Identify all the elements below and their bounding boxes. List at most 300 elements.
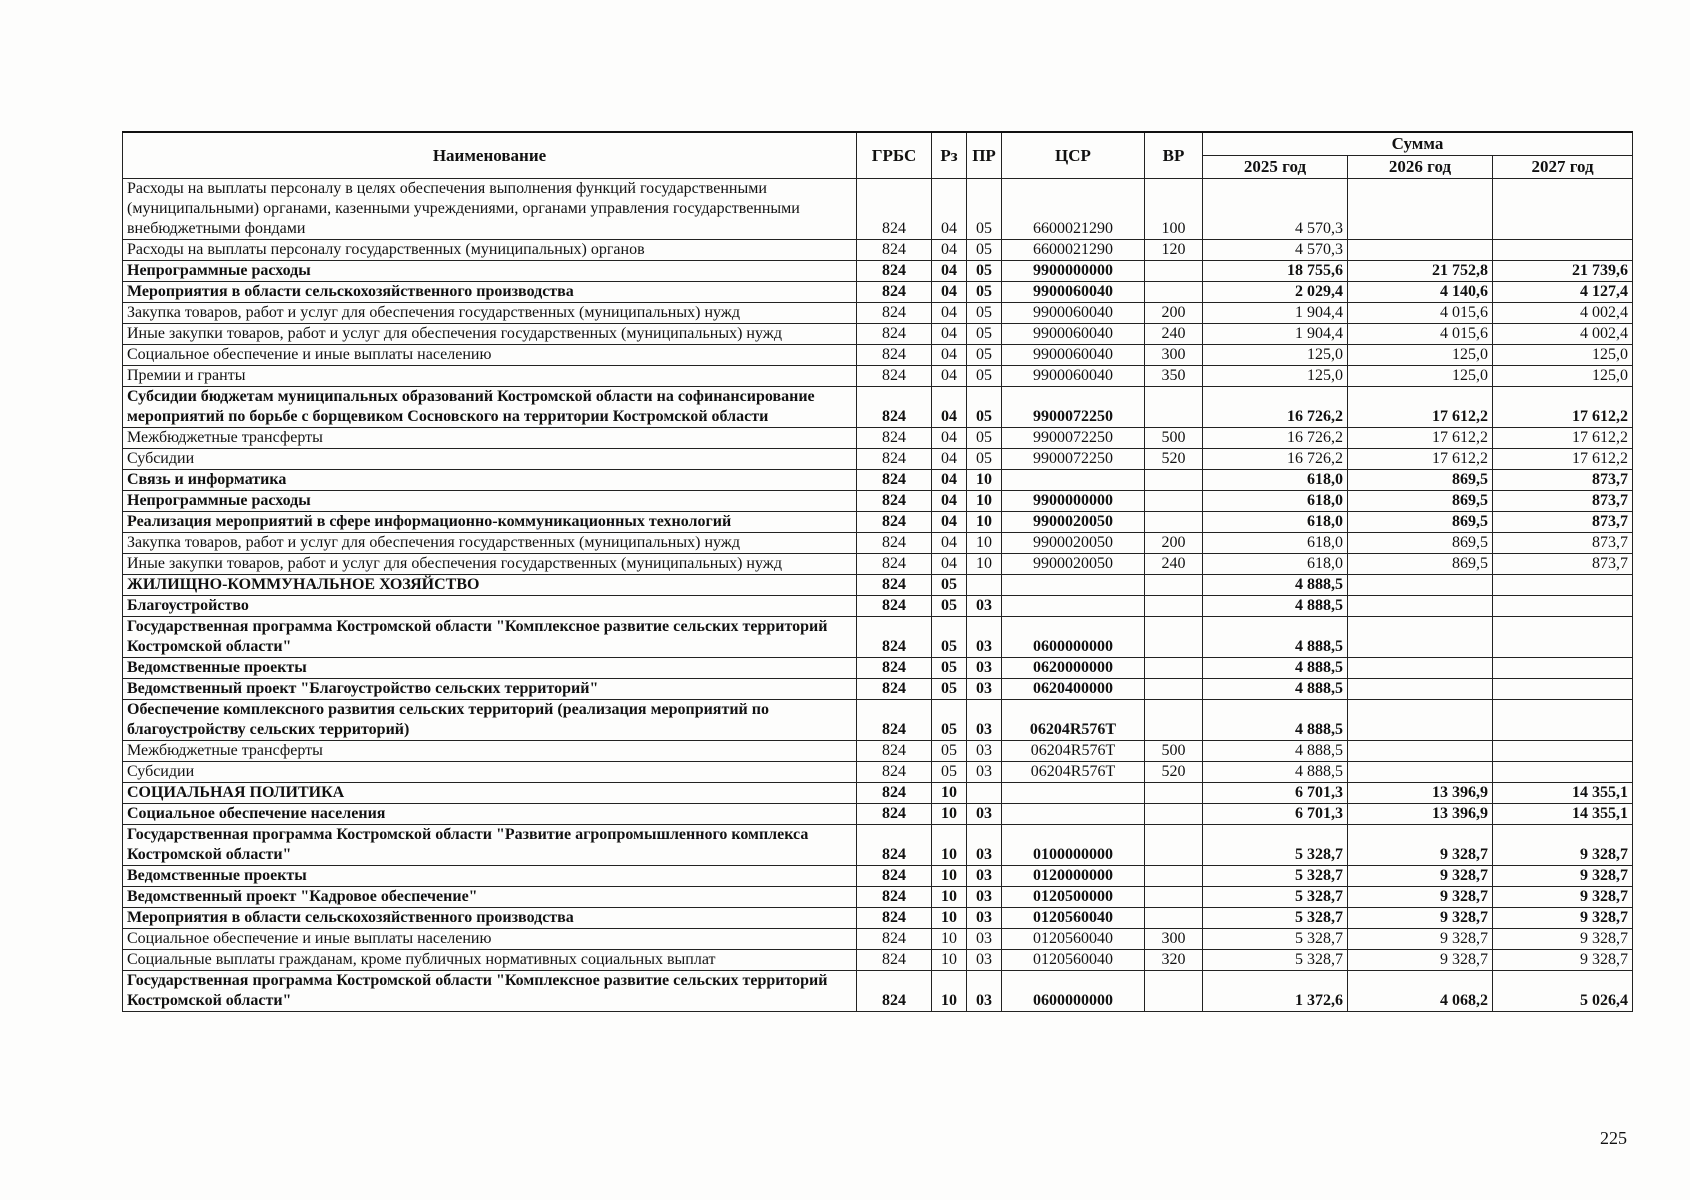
cell-csr: 9900072250 [1002, 387, 1145, 428]
cell-grbs: 824 [857, 866, 932, 887]
cell-vr: 320 [1145, 950, 1203, 971]
cell-2025: 618,0 [1203, 554, 1348, 575]
cell-pr: 03 [967, 908, 1002, 929]
cell-rz: 10 [932, 908, 967, 929]
cell-vr [1145, 825, 1203, 866]
cell-2026: 17 612,2 [1348, 449, 1493, 470]
cell-rz: 04 [932, 282, 967, 303]
cell-grbs: 824 [857, 679, 932, 700]
cell-2027: 4 002,4 [1493, 324, 1633, 345]
cell-csr: 06204R576T [1002, 700, 1145, 741]
cell-2025: 4 888,5 [1203, 679, 1348, 700]
cell-pr: 10 [967, 491, 1002, 512]
cell-vr [1145, 887, 1203, 908]
cell-grbs: 824 [857, 887, 932, 908]
cell-csr: 0100000000 [1002, 825, 1145, 866]
cell-rz: 04 [932, 533, 967, 554]
table-row [123, 929, 1633, 950]
cell-pr: 05 [967, 366, 1002, 387]
cell-vr [1145, 596, 1203, 617]
cell-name: Межбюджетные трансферты [123, 428, 857, 449]
cell-2025: 618,0 [1203, 512, 1348, 533]
cell-pr [967, 783, 1002, 804]
cell-rz: 04 [932, 366, 967, 387]
budget-table [122, 131, 1633, 1012]
cell-csr: 0120560040 [1002, 908, 1145, 929]
cell-pr: 05 [967, 345, 1002, 366]
cell-2026 [1348, 679, 1493, 700]
cell-name: Ведомственный проект "Благоустройство сельских территорий" [123, 679, 857, 700]
table-row [123, 575, 1633, 596]
cell-name: Благоустройство [123, 596, 857, 617]
cell-2026 [1348, 741, 1493, 762]
cell-vr: 500 [1145, 428, 1203, 449]
cell-2026: 869,5 [1348, 470, 1493, 491]
table-row [123, 345, 1633, 366]
table-row [123, 908, 1633, 929]
cell-rz: 04 [932, 491, 967, 512]
cell-2026: 17 612,2 [1348, 387, 1493, 428]
cell-rz: 10 [932, 825, 967, 866]
cell-2026 [1348, 762, 1493, 783]
table-row [123, 512, 1633, 533]
cell-2026: 869,5 [1348, 491, 1493, 512]
cell-pr: 03 [967, 866, 1002, 887]
cell-2027: 4 127,4 [1493, 282, 1633, 303]
cell-name: Закупка товаров, работ и услуг для обеспечения государственных (муниципальных) нужд [123, 303, 857, 324]
cell-2027: 5 026,4 [1493, 971, 1633, 1012]
cell-2025: 1 904,4 [1203, 303, 1348, 324]
table-row [123, 762, 1633, 783]
cell-2026 [1348, 596, 1493, 617]
cell-2025: 1 372,6 [1203, 971, 1348, 1012]
cell-2025: 6 701,3 [1203, 783, 1348, 804]
cell-vr: 520 [1145, 762, 1203, 783]
cell-name: Государственная программа Костромской области "Комплексное развитие сельских территорий Костромской области" [123, 617, 857, 658]
cell-grbs: 824 [857, 345, 932, 366]
cell-2026: 9 328,7 [1348, 887, 1493, 908]
table-row [123, 700, 1633, 741]
cell-name: Социальное обеспечение и иные выплаты населению [123, 345, 857, 366]
cell-rz: 10 [932, 866, 967, 887]
cell-pr: 05 [967, 303, 1002, 324]
cell-name: Ведомственные проекты [123, 866, 857, 887]
cell-grbs: 824 [857, 658, 932, 679]
cell-csr [1002, 783, 1145, 804]
cell-2027: 9 328,7 [1493, 825, 1633, 866]
cell-grbs: 824 [857, 929, 932, 950]
cell-2027: 125,0 [1493, 345, 1633, 366]
cell-2026: 9 328,7 [1348, 908, 1493, 929]
cell-2025: 125,0 [1203, 345, 1348, 366]
cell-pr: 03 [967, 700, 1002, 741]
cell-csr: 9900072250 [1002, 449, 1145, 470]
cell-rz: 04 [932, 387, 967, 428]
header-year-2025: 2025 год [1203, 156, 1348, 179]
cell-2025: 16 726,2 [1203, 428, 1348, 449]
cell-2026: 9 328,7 [1348, 866, 1493, 887]
table-row [123, 950, 1633, 971]
cell-name: Государственная программа Костромской области "Развитие агропромышленного комплекса Костромской области" [123, 825, 857, 866]
cell-csr: 9900060040 [1002, 324, 1145, 345]
cell-rz: 04 [932, 449, 967, 470]
cell-csr: 9900060040 [1002, 366, 1145, 387]
cell-name: СОЦИАЛЬНАЯ ПОЛИТИКА [123, 783, 857, 804]
header-name: Наименование [123, 132, 857, 179]
cell-pr: 03 [967, 741, 1002, 762]
cell-2027 [1493, 679, 1633, 700]
cell-2026 [1348, 575, 1493, 596]
cell-csr: 9900000000 [1002, 261, 1145, 282]
cell-2027: 17 612,2 [1493, 387, 1633, 428]
cell-rz: 05 [932, 679, 967, 700]
cell-2025: 6 701,3 [1203, 804, 1348, 825]
cell-2025: 125,0 [1203, 366, 1348, 387]
cell-2026: 9 328,7 [1348, 950, 1493, 971]
cell-2026: 125,0 [1348, 366, 1493, 387]
cell-name: Межбюджетные трансферты [123, 741, 857, 762]
cell-2027: 14 355,1 [1493, 804, 1633, 825]
cell-vr [1145, 700, 1203, 741]
cell-csr [1002, 596, 1145, 617]
cell-vr [1145, 971, 1203, 1012]
cell-grbs: 824 [857, 428, 932, 449]
cell-grbs: 824 [857, 324, 932, 345]
cell-grbs: 824 [857, 741, 932, 762]
cell-csr [1002, 804, 1145, 825]
page-number: 225 [1600, 1128, 1627, 1148]
cell-pr: 03 [967, 887, 1002, 908]
cell-grbs: 824 [857, 179, 932, 240]
cell-name: Непрограммные расходы [123, 491, 857, 512]
table-row [123, 887, 1633, 908]
cell-2025: 16 726,2 [1203, 449, 1348, 470]
cell-2027: 9 328,7 [1493, 908, 1633, 929]
header-year-2027: 2027 год [1493, 156, 1633, 179]
cell-2027: 873,7 [1493, 533, 1633, 554]
cell-csr: 0120500000 [1002, 887, 1145, 908]
cell-pr: 05 [967, 428, 1002, 449]
cell-2025: 4 888,5 [1203, 762, 1348, 783]
cell-csr: 0600000000 [1002, 971, 1145, 1012]
header-vr: ВР [1145, 132, 1203, 179]
cell-2025: 16 726,2 [1203, 387, 1348, 428]
cell-rz: 05 [932, 617, 967, 658]
cell-vr [1145, 387, 1203, 428]
cell-name: Расходы на выплаты персоналу государственных (муниципальных) органов [123, 240, 857, 261]
cell-rz: 04 [932, 261, 967, 282]
cell-name: Мероприятия в области сельскохозяйственного производства [123, 908, 857, 929]
cell-vr: 240 [1145, 554, 1203, 575]
cell-grbs: 824 [857, 533, 932, 554]
cell-grbs: 824 [857, 617, 932, 658]
cell-2027: 14 355,1 [1493, 783, 1633, 804]
cell-csr: 0600000000 [1002, 617, 1145, 658]
cell-2026: 869,5 [1348, 554, 1493, 575]
cell-2025: 5 328,7 [1203, 887, 1348, 908]
cell-pr: 10 [967, 533, 1002, 554]
cell-grbs: 824 [857, 908, 932, 929]
table-row [123, 825, 1633, 866]
table-row [123, 387, 1633, 428]
table-row [123, 240, 1633, 261]
cell-2025: 618,0 [1203, 470, 1348, 491]
cell-pr: 03 [967, 971, 1002, 1012]
cell-vr [1145, 491, 1203, 512]
cell-csr: 9900060040 [1002, 303, 1145, 324]
table-row [123, 971, 1633, 1012]
table-row [123, 282, 1633, 303]
cell-name: Мероприятия в области сельскохозяйственного производства [123, 282, 857, 303]
cell-2027: 125,0 [1493, 366, 1633, 387]
cell-rz: 04 [932, 303, 967, 324]
cell-csr: 9900020050 [1002, 533, 1145, 554]
cell-2025: 5 328,7 [1203, 825, 1348, 866]
cell-2025: 618,0 [1203, 533, 1348, 554]
cell-2026: 4 015,6 [1348, 324, 1493, 345]
cell-2027: 4 002,4 [1493, 303, 1633, 324]
cell-grbs: 824 [857, 261, 932, 282]
cell-name: Реализация мероприятий в сфере информационно-коммуникационных технологий [123, 512, 857, 533]
cell-csr: 0120560040 [1002, 929, 1145, 950]
cell-vr: 200 [1145, 303, 1203, 324]
cell-csr: 9900020050 [1002, 512, 1145, 533]
cell-name: Социальные выплаты гражданам, кроме публичных нормативных социальных выплат [123, 950, 857, 971]
cell-name: Ведомственные проекты [123, 658, 857, 679]
cell-csr: 9900072250 [1002, 428, 1145, 449]
cell-grbs: 824 [857, 470, 932, 491]
table-row [123, 783, 1633, 804]
cell-vr [1145, 575, 1203, 596]
cell-name: Закупка товаров, работ и услуг для обеспечения государственных (муниципальных) нужд [123, 533, 857, 554]
cell-2026 [1348, 700, 1493, 741]
cell-rz: 05 [932, 741, 967, 762]
cell-pr: 05 [967, 179, 1002, 240]
cell-csr: 9900020050 [1002, 554, 1145, 575]
table-row [123, 449, 1633, 470]
cell-vr [1145, 617, 1203, 658]
table-row [123, 491, 1633, 512]
cell-vr: 240 [1145, 324, 1203, 345]
table-row [123, 261, 1633, 282]
cell-2026: 125,0 [1348, 345, 1493, 366]
cell-grbs: 824 [857, 449, 932, 470]
cell-2026 [1348, 658, 1493, 679]
cell-vr: 100 [1145, 179, 1203, 240]
cell-pr: 10 [967, 554, 1002, 575]
cell-grbs: 824 [857, 825, 932, 866]
cell-csr: 0620400000 [1002, 679, 1145, 700]
cell-rz: 04 [932, 324, 967, 345]
cell-grbs: 824 [857, 762, 932, 783]
table-row [123, 741, 1633, 762]
cell-2027: 17 612,2 [1493, 428, 1633, 449]
cell-pr [967, 575, 1002, 596]
cell-pr: 05 [967, 240, 1002, 261]
cell-2027: 873,7 [1493, 491, 1633, 512]
cell-2025: 18 755,6 [1203, 261, 1348, 282]
cell-vr: 300 [1145, 929, 1203, 950]
cell-2025: 4 570,3 [1203, 240, 1348, 261]
cell-2025: 4 888,5 [1203, 658, 1348, 679]
cell-2026: 4 068,2 [1348, 971, 1493, 1012]
table-row [123, 804, 1633, 825]
cell-2027 [1493, 762, 1633, 783]
cell-csr: 0120000000 [1002, 866, 1145, 887]
cell-2027: 873,7 [1493, 512, 1633, 533]
cell-grbs: 824 [857, 491, 932, 512]
cell-rz: 04 [932, 428, 967, 449]
cell-pr: 05 [967, 282, 1002, 303]
cell-grbs: 824 [857, 240, 932, 261]
cell-2026: 869,5 [1348, 533, 1493, 554]
cell-2027 [1493, 741, 1633, 762]
cell-rz: 05 [932, 658, 967, 679]
cell-rz: 10 [932, 971, 967, 1012]
cell-csr: 0620000000 [1002, 658, 1145, 679]
cell-vr [1145, 783, 1203, 804]
cell-pr: 05 [967, 324, 1002, 345]
cell-2025: 4 888,5 [1203, 700, 1348, 741]
cell-2027: 9 328,7 [1493, 887, 1633, 908]
cell-grbs: 824 [857, 804, 932, 825]
cell-vr [1145, 470, 1203, 491]
cell-rz: 10 [932, 929, 967, 950]
cell-rz: 04 [932, 554, 967, 575]
header-pr: ПР [967, 132, 1002, 179]
cell-grbs: 824 [857, 783, 932, 804]
table-row [123, 428, 1633, 449]
cell-2027 [1493, 575, 1633, 596]
cell-vr [1145, 679, 1203, 700]
cell-pr: 05 [967, 449, 1002, 470]
cell-name: Непрограммные расходы [123, 261, 857, 282]
cell-name: Расходы на выплаты персоналу в целях обеспечения выполнения функций государственными (муниципальными) органами, казенными учреждениями, органами управления государственными внебюджетными фондами [123, 179, 857, 240]
cell-pr: 05 [967, 261, 1002, 282]
cell-grbs: 824 [857, 366, 932, 387]
cell-2026: 13 396,9 [1348, 783, 1493, 804]
cell-vr [1145, 866, 1203, 887]
cell-name: Ведомственный проект "Кадровое обеспечение" [123, 887, 857, 908]
cell-rz: 04 [932, 240, 967, 261]
cell-csr: 06204R576T [1002, 741, 1145, 762]
table-row [123, 324, 1633, 345]
header-sum: Сумма [1203, 132, 1633, 156]
cell-vr [1145, 908, 1203, 929]
cell-grbs: 824 [857, 700, 932, 741]
cell-csr: 6600021290 [1002, 240, 1145, 261]
cell-grbs: 824 [857, 950, 932, 971]
cell-name: Субсидии [123, 762, 857, 783]
cell-grbs: 824 [857, 554, 932, 575]
cell-csr: 6600021290 [1002, 179, 1145, 240]
cell-2027: 9 328,7 [1493, 950, 1633, 971]
cell-2026: 13 396,9 [1348, 804, 1493, 825]
cell-csr: 9900060040 [1002, 345, 1145, 366]
table-row [123, 554, 1633, 575]
cell-vr: 300 [1145, 345, 1203, 366]
cell-2025: 4 888,5 [1203, 596, 1348, 617]
cell-2027 [1493, 617, 1633, 658]
cell-grbs: 824 [857, 512, 932, 533]
cell-pr: 03 [967, 762, 1002, 783]
table-row [123, 470, 1633, 491]
table-row [123, 866, 1633, 887]
table-row [123, 533, 1633, 554]
cell-vr [1145, 261, 1203, 282]
cell-2026: 4 015,6 [1348, 303, 1493, 324]
cell-2027 [1493, 658, 1633, 679]
cell-2025: 618,0 [1203, 491, 1348, 512]
cell-pr: 03 [967, 929, 1002, 950]
cell-csr: 06204R576T [1002, 762, 1145, 783]
cell-name: Премии и гранты [123, 366, 857, 387]
cell-grbs: 824 [857, 303, 932, 324]
cell-name: ЖИЛИЩНО-КОММУНАЛЬНОЕ ХОЗЯЙСТВО [123, 575, 857, 596]
cell-pr: 03 [967, 679, 1002, 700]
cell-pr: 03 [967, 950, 1002, 971]
cell-2026: 4 140,6 [1348, 282, 1493, 303]
cell-2025: 4 888,5 [1203, 617, 1348, 658]
cell-rz: 05 [932, 575, 967, 596]
cell-name: Государственная программа Костромской области "Комплексное развитие сельских территорий Костромской области" [123, 971, 857, 1012]
cell-grbs: 824 [857, 387, 932, 428]
cell-2027 [1493, 700, 1633, 741]
cell-2025: 1 904,4 [1203, 324, 1348, 345]
cell-2027: 873,7 [1493, 554, 1633, 575]
table-row [123, 179, 1633, 240]
cell-2026 [1348, 240, 1493, 261]
cell-pr: 03 [967, 596, 1002, 617]
cell-rz: 10 [932, 783, 967, 804]
cell-pr: 05 [967, 387, 1002, 428]
header-rz: Рз [932, 132, 967, 179]
header-year-2026: 2026 год [1348, 156, 1493, 179]
cell-pr: 10 [967, 470, 1002, 491]
cell-csr: 0120560040 [1002, 950, 1145, 971]
cell-vr: 120 [1145, 240, 1203, 261]
cell-grbs: 824 [857, 575, 932, 596]
cell-csr: 9900000000 [1002, 491, 1145, 512]
cell-rz: 10 [932, 950, 967, 971]
cell-grbs: 824 [857, 282, 932, 303]
cell-2025: 5 328,7 [1203, 950, 1348, 971]
header-csr: ЦСР [1002, 132, 1145, 179]
cell-name: Социальное обеспечение и иные выплаты населению [123, 929, 857, 950]
cell-2027 [1493, 240, 1633, 261]
cell-vr [1145, 804, 1203, 825]
cell-2026: 9 328,7 [1348, 929, 1493, 950]
cell-csr [1002, 470, 1145, 491]
cell-2027 [1493, 179, 1633, 240]
cell-pr: 03 [967, 804, 1002, 825]
cell-vr: 520 [1145, 449, 1203, 470]
cell-2026: 21 752,8 [1348, 261, 1493, 282]
cell-rz: 05 [932, 700, 967, 741]
cell-pr: 03 [967, 658, 1002, 679]
cell-pr: 03 [967, 617, 1002, 658]
cell-pr: 10 [967, 512, 1002, 533]
cell-2026 [1348, 617, 1493, 658]
cell-2025: 5 328,7 [1203, 929, 1348, 950]
cell-vr: 200 [1145, 533, 1203, 554]
cell-2025: 5 328,7 [1203, 866, 1348, 887]
table-header [123, 132, 1633, 179]
cell-2027: 21 739,6 [1493, 261, 1633, 282]
cell-2025: 2 029,4 [1203, 282, 1348, 303]
cell-name: Иные закупки товаров, работ и услуг для обеспечения государственных (муниципальных) нужд [123, 324, 857, 345]
cell-grbs: 824 [857, 971, 932, 1012]
